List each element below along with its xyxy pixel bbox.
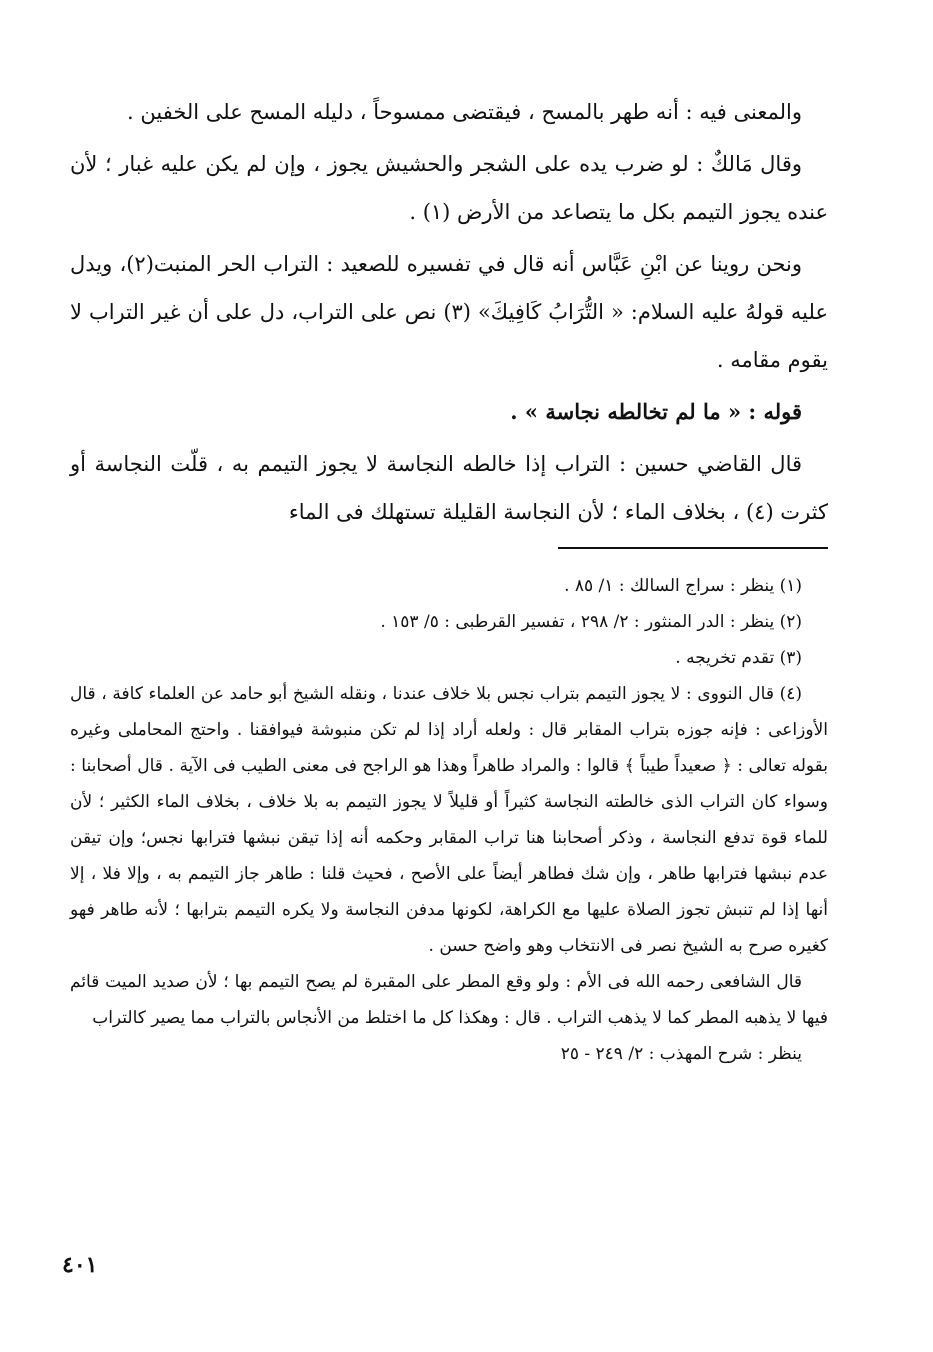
footnote-2: (٢) ينظر : الدر المنثور : ٢/ ٢٩٨ ، تفسير القرطبى : ٥/ ١٥٣ . bbox=[380, 612, 802, 632]
page-number: ٤٠١ bbox=[62, 1252, 98, 1278]
footnote-divider bbox=[558, 547, 828, 549]
document-page bbox=[70, 0, 828, 1352]
paragraph-5: قال القاضي حسين : التراب إذا خالطه النجاسة لا يجوز التيمم به ، قلّت النجاسة أو كثرت (٤) ، بخلاف الماء ؛ لأن النجاسة القليلة تستهلك فى الماء bbox=[70, 452, 828, 524]
paragraph-4-heading: قوله : « ما لم تخالطه نجاسة » . bbox=[510, 399, 802, 424]
paragraph-1: والمعنى فيه : أنه طهر بالمسح ، فيقتضى ممسوحاً ، دليله المسح على الخفين . bbox=[127, 100, 802, 124]
paragraph-2: وقال مَالكٌ : لو ضرب يده على الشجر والحشيش يجوز ، وإن لم يكن عليه غبار ؛ لأن عنده يجوز التيمم بكل ما يتصاعد من الأرض (١) . bbox=[70, 152, 828, 224]
main-text bbox=[70, 88, 828, 540]
footnote-4-continued: قال الشافعى رحمه الله فى الأم : ولو وقع المطر على المقبرة لم يصح التيمم بها ؛ لأن صديد الميت قائم فيها لا يذهبه المطر كما لا يذهب التراب . قال : وهكذا كل ما اختلط من الأنجاس بالتراب مما يصير كالتراب bbox=[70, 972, 828, 1028]
paragraph-3: ونحن روينا عن ابْنِ عَبَّاس أنه قال في تفسيره للصعيد : التراب الحر المنبت(٢)، ويدل عليه قولهُ عليه السلام: « التُّرَابُ كَافِيكَ» (٣) نص على التراب، دل على أن غير التراب لا يقوم مقامه . bbox=[70, 252, 828, 372]
footnote-1: (١) ينظر : سراج السالك : ١/ ٨٥ . bbox=[564, 576, 802, 596]
footnote-4-reference: ينظر : شرح المهذب : ٢/ ٢٤٩ - ٢٥ bbox=[560, 1044, 802, 1064]
footnotes bbox=[70, 568, 828, 1072]
footnote-4: (٤) قال النووى : لا يجوز التيمم بتراب نجس بلا خلاف عندنا ، ونقله الشيخ أبو حامد عن العلماء كافة ، قال الأوزاعى : فإنه جوزه بتراب المقابر قال : ولعله أراد إذا لم تكن منبوشة فيوافقنا . واحتج المحاملى وغيره بقوله تعالى : ﴿ صعيداً طيباً ﴾ قالوا : والمراد طاهراً وهذا هو الراجح فى معنى الطيب فى الآية . قال أصحابنا : وسواء كان التراب الذى خالطته النجاسة كثيراً أو قليلاً لا يجوز التيمم به بلا خلاف ، بخلاف الماء الكثير ؛ لأن للماء قوة تدفع النجاسة ، وذكر أصحابنا هنا تراب المقابر وحكمه أنه إذا تيقن نبشها فترابها نجس؛ وإن تيقن عدم نبشها فترابها طاهر ، وإن شك فطاهر أيضاً على الأصح ، فحيث قلنا : طاهر جاز التيمم به ، وإلا فلا ، إلا أنها إذا لم تنبش تجوز الصلاة عليها مع الكراهة، لكونها مدفن النجاسة ولا يكره التيمم بترابها ؛ لأنه طاهر فهو كغيره صرح به الشيخ نصر فى الانتخاب وهو واضح حسن . bbox=[70, 684, 828, 956]
footnote-3: (٣) تقدم تخريجه . bbox=[675, 648, 802, 668]
